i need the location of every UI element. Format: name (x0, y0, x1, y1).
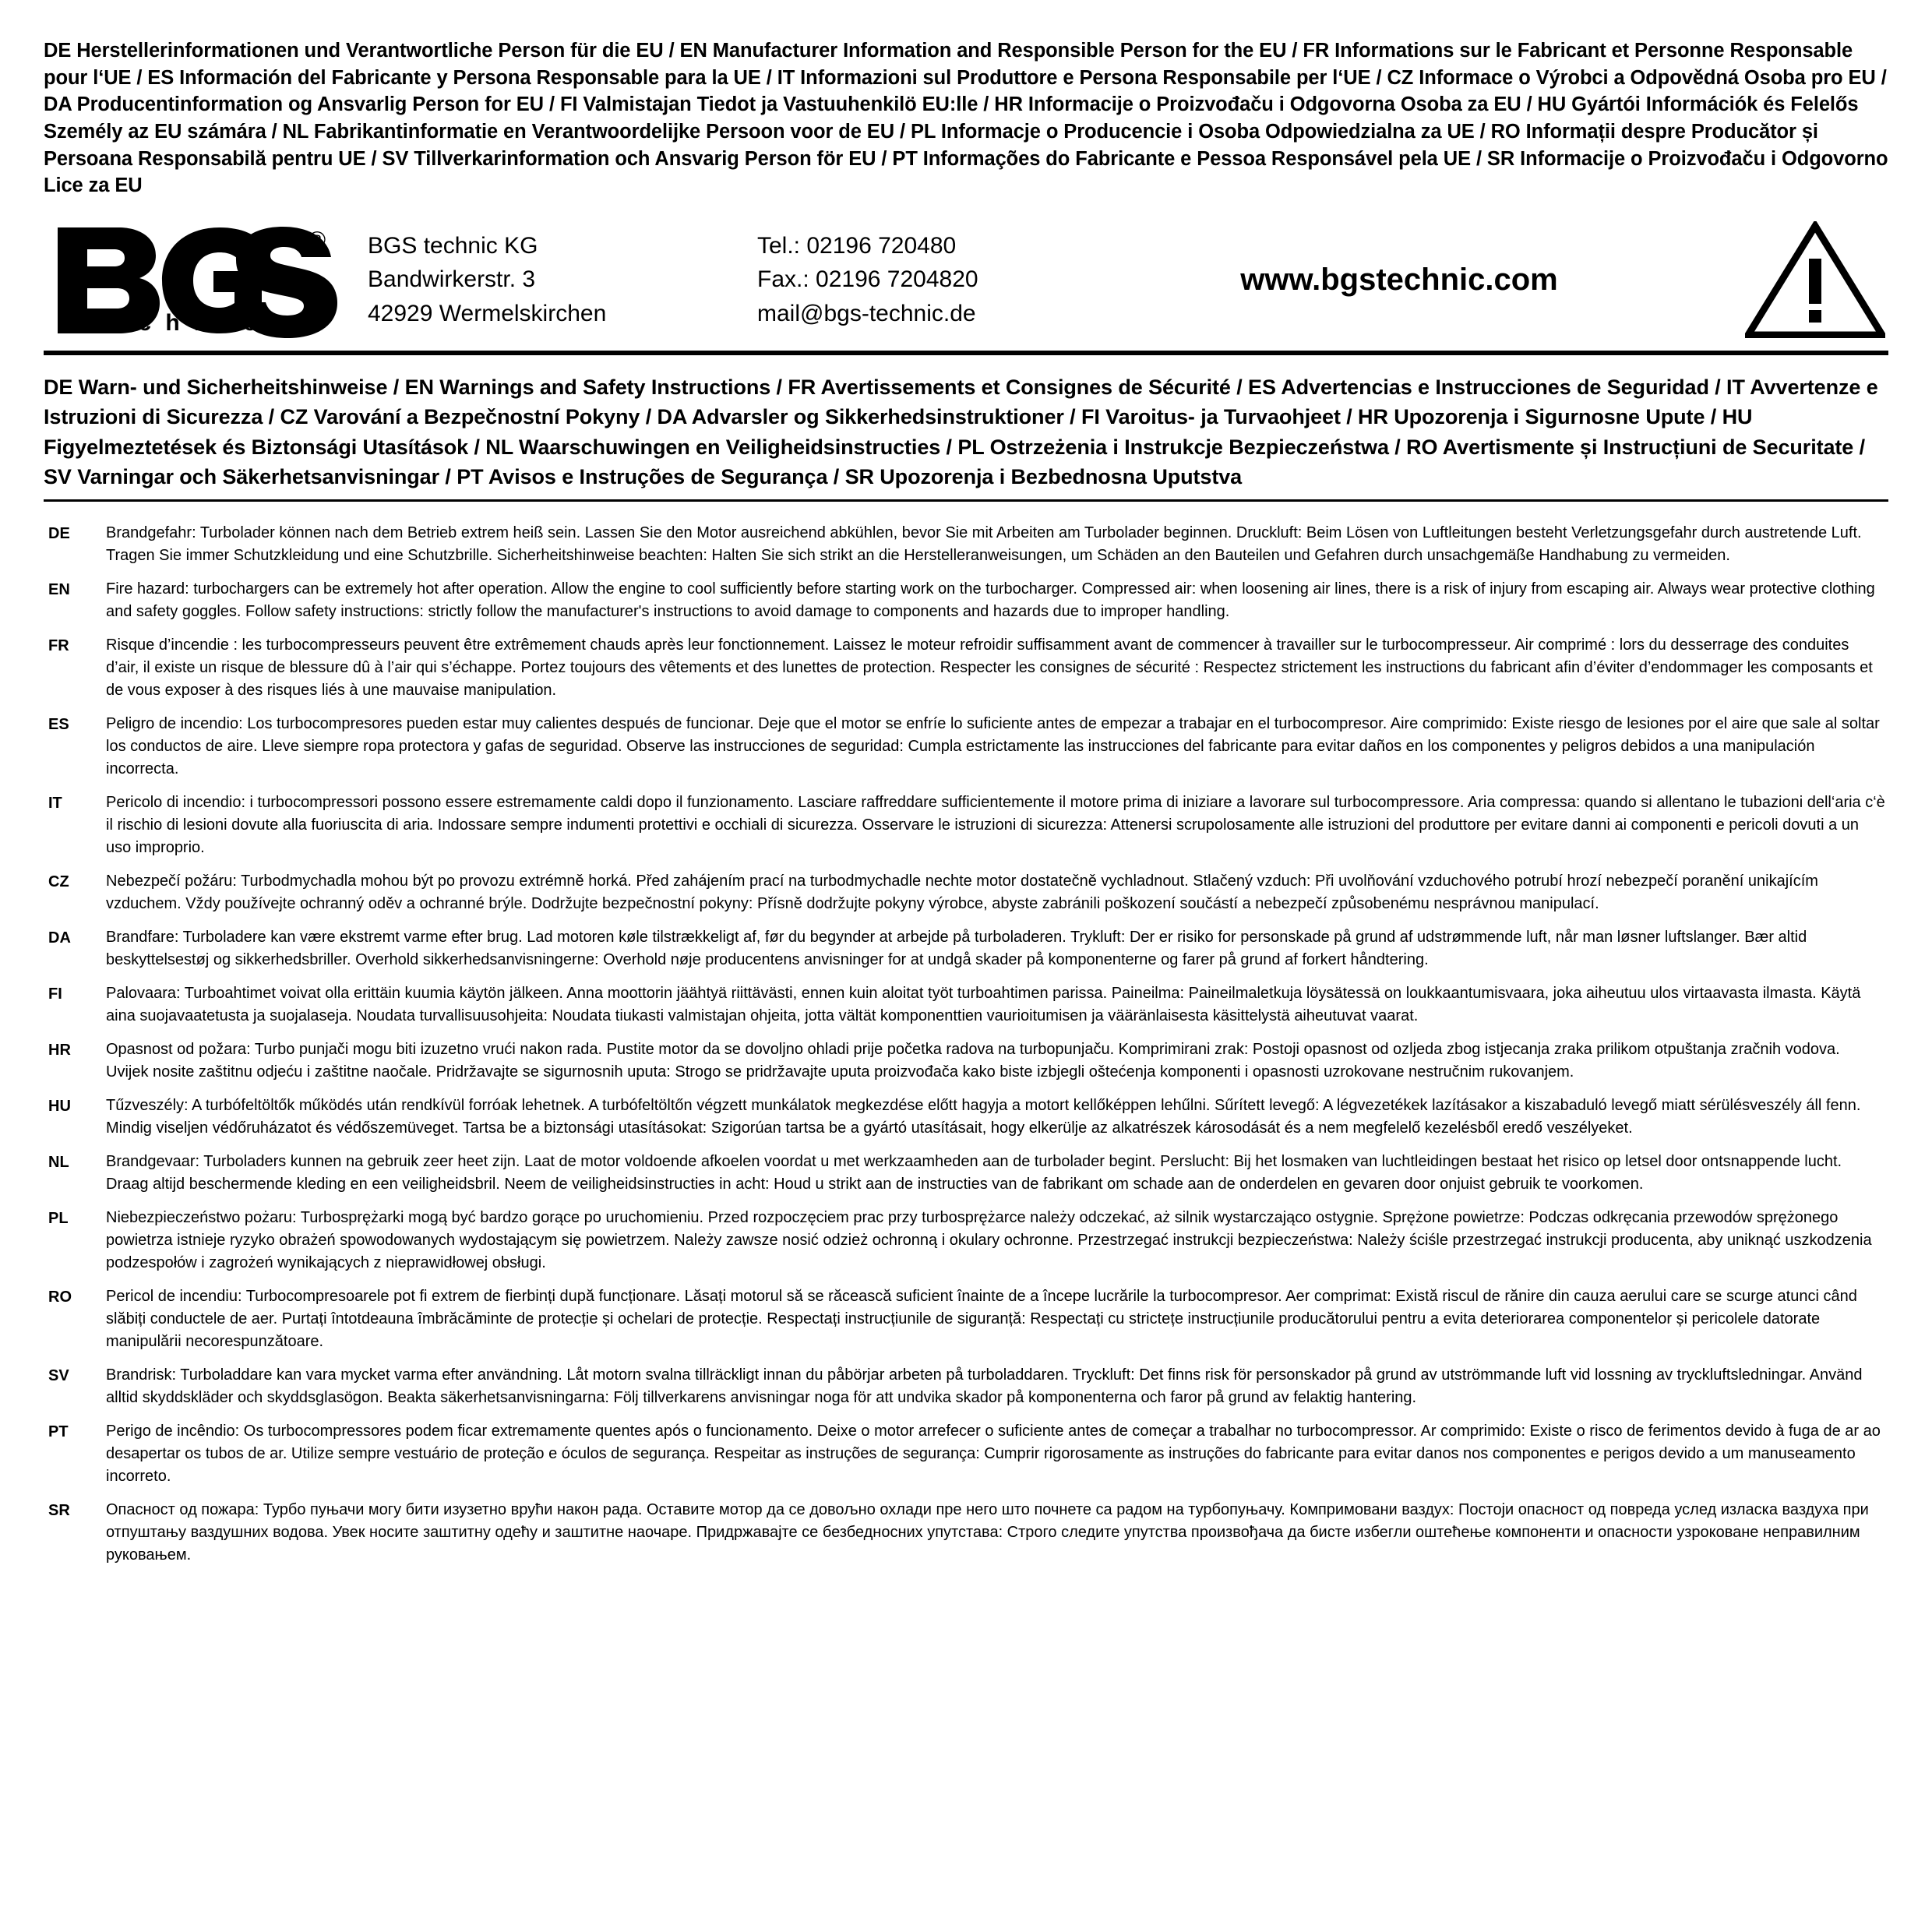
language-text: Pericolo di incendio: i turbocompressori possono essere estremamente caldi dopo il funzionamento. Lasciare raffreddare sufficientemente il motore prima di iniziare a lavorare sul turbocompressore. Aria compressa: quando si allentano le tubazioni dell‘aria c‘è il rischio di lesioni dovute alla fuoriuscita di aria. Indossare sempre indumenti protettivi e occhiali di sicurezza. Osservare le istruzioni di sicurezza: Attenersi scrupolosamente alle istruzioni del produttore per evitare danni ai componenti e pericoli dovuti a un uso improprio. (106, 794, 1885, 857)
language-text: Brandgefahr: Turbolader können nach dem Betrieb extrem heiß sein. Lassen Sie den Motor ausreichend abkühlen, bevor Sie mit Arbeiten am Turbolader beginnen. Druckluft: Beim Lösen von Luftleitungen besteht Verletzungsgefahr durch austretende Luft. Tragen Sie immer Schutzkleidung und eine Schutzbrille. Sicherheitshinweise beachten: Halten Sie sich strikt an die Herstelleranweisungen, um Schäden an den Bauteilen und Gefahren durch unsachgemäße Handhabung zu vermeiden. (106, 524, 1862, 565)
language-code: SR (48, 1502, 70, 1520)
language-text: Brandfare: Turboladere kan være ekstremt varme efter brug. Lad motoren køle tilstrækkeligt af, før du begynder at arbejde på turboladeren. Trykluft: Der er risiko for personskade på grund af udstrømmende luft, når man løsner luftslanger. Bær altid beskyttelsestøj og sikkerhedsbriller. Overhold sikkerhedsanvisningerne: Overhold nøje producentens anvisninger for at undgå skader på komponenterne og farer på grund af forkert håndtering. (106, 929, 1807, 969)
language-text: Opasnost od požara: Turbo punjači mogu biti izuzetno vrući nakon rada. Pustite motor da se dovoljno ohladi prije početka radova na turbopunjaču. Komprimirani zrak: Postoji opasnost od ozljeda zbog istjecanja zraka prilikom otpuštanja zračnih vodova. Uvijek nosite zaštitnu odjeću i zaštitne naočale. Pridržavajte se sigurnosnih uputa: Strogo se pridržavajte uputa proizvođača kako biste izbjegli oštećenja komponenti i opasnosti uzrokovane nestručnim rukovanjem. (106, 1041, 1840, 1081)
safety-instructions-list (44, 522, 1888, 1567)
svg-text:t e c h n i c: t e c h n i c (89, 310, 261, 337)
language-code: FI (48, 985, 62, 1003)
list-item (48, 791, 1885, 859)
list-item (48, 870, 1885, 915)
list-item (48, 578, 1885, 623)
contact-mail[interactable]: mail@bgs-technic.de (757, 300, 976, 326)
website-link[interactable]: www.bgstechnic.com (1240, 262, 1558, 297)
language-code: DE (48, 525, 70, 543)
language-text: Pericol de incendiu: Turbocompresoarele pot fi extrem de fierbinți după funcționare. Lăsați motorul să se răcească suficient înainte de a începe lucrările la turbocompresor. Aer comprimat: Există riscul de rănire din cauza aerului care se scurge atunci când slăbiți conductele de aer. Purtați întotdeauna îmbrăcăminte de protecție și ochelari de protecție. Respectați instrucțiunile de siguranță: Respectați cu strictețe instrucțiunile producătorului pentru a evita deteriorarea componentelor și pericolele datorate manipulării necorespunzătoare. (106, 1288, 1857, 1351)
company-street: Bandwirkerstr. 3 (368, 266, 536, 293)
language-code: HU (48, 1098, 71, 1116)
company-city: 42929 Wermelskirchen (368, 300, 607, 326)
language-text: Peligro de incendio: Los turbocompresores pueden estar muy calientes después de funcionar. Deje que el motor se enfríe lo suficiente antes de empezar a trabajar en el turbocompresor. Aire comprimido: Existe riesgo de lesiones por el aire que sale al soltar los conductos de aire. Lleve siempre ropa protectora y gafas de seguridad. Observe las instrucciones de seguridad: Cumpla estrictamente las instrucciones del fabricante para evitar daños en los componentes y peligros debidos a una manipulación incorrecta. (106, 715, 1880, 778)
company-name: BGS technic KG (368, 232, 538, 259)
warnings-section-title: DE Warn- und Sicherheitshinweise / EN Warnings and Safety Instructions / FR Avertissements et Consignes de Sécurité / ES Advertencias e Instrucciones de Seguridad / IT Avvertenze e Istruzioni di Sicurezza / CZ Varování a Bezpečnostní Pokyny / DA Advarsler og Sikkerhedsinstruktioner / FI Varoitus- ja Turvaohjeet / HR Upozorenja i Sigurnosne Upute / HU Figyelmeztetések és Biztonsági Utasítások / NL Waarschuwingen en Veiligheidsinstructies / PL Ostrzeżenia i Instrukcje Bezpieczeństwa / RO Avertismente și Instrucțiuni de Securitate / SV Varningar och Säkerhetsanvisningar / PT Avisos e Instruções de Segurança / SR Upozorenja i Bezbednosna Uputstva (44, 355, 1888, 502)
language-text: Perigo de incêndio: Os turbocompressores podem ficar extremamente quentes após o funcionamento. Deixe o motor arrefecer o suficiente antes de começar a trabalhar no turbocompressor. Ar comprimido: Existe o risco de ferimentos devido à fuga de ar ao desapertar os tubos de ar. Utilize sempre vestuário de proteção e óculos de segurança. Respeitar as instruções de segurança: Cumprir rigorosamente as instruções do fabricante para evitar danos nos componentes e perigos devido a um manuseamento incorreto. (106, 1423, 1881, 1486)
document-heading: DE Herstellerinformationen und Verantwortliche Person für die EU / EN Manufacturer Information and Responsible Person for the EU / FR Informations sur le Fabricant et Personne Responsable pour l‘UE / ES Información del Fabricante y Persona Responsable para la UE / IT Informazioni sul Produttore e Persona Responsabile per l‘UE / CZ Informace o Výrobci a Odpovědná Osoba pro EU / DA Producentinformation og Ansvarlig Person for EU / FI Valmistajan Tiedot ja Vastuuhenkilö EU:lle / HR Informacije o Proizvođaču i Odgovorna Osoba za EU / HU Gyártói Információk és Felelős Személy az EU számára / NL Fabrikantinformatie en Verantwoordelijke Persoon voor de EU / PL Informacje o Producencie i Osoba Odpowiedzialna za UE / RO Informații despre Producător și Persoana Responsabilă pentru UE / SV Tillverkarinformation och Ansvarig Person för EU / PT Informações do Fabricante e Pessoa Responsável pela UE / SR Informacije o Proizvođaču i Odgovorno Lice za EU (44, 40, 1888, 197)
language-code: RO (48, 1289, 72, 1306)
language-text: Nebezpečí požáru: Turbodmychadla mohou být po provozu extrémně horká. Před zahájením prací na turbodmychadle nechte motor dostatečně vychladnout. Stlačený vzduch: Při uvolňování vzduchového potrubí hrozí nebezpečí poranění unikajícím vzduchem. Vždy používejte ochranný oděv a ochranné brýle. Dodržujte bezpečnostní pokyny: Přísně dodržujte pokyny výrobce, abyste zabránili poškození součástí a nebezpečí způsobenému nesprávnou manipulací. (106, 873, 1818, 913)
list-item (48, 1151, 1885, 1196)
language-text: Tűzveszély: A turbófeltöltők működés után rendkívül forróak lehetnek. A turbófeltöltőn végzett munkálatok megkezdése előtt hagyja a motort kellőképpen lehűlni. Sűrített levegő: A légvezetékek lazításakor a kiszabaduló levegő miatt sérülésveszély áll fenn. Mindig viseljen védőruházatot és védőszemüveget. Tartsa be a biztonsági utasításokat: Szigorúan tartsa be a gyártó utasításait, hogy elkerülje az alkatrészek károsodását és a nem megfelelő kezelésből eredő veszélyeket. (106, 1097, 1861, 1137)
list-item (48, 1364, 1885, 1409)
language-code: NL (48, 1154, 69, 1172)
manufacturer-contact (757, 229, 1100, 331)
language-text: Brandgevaar: Turboladers kunnen na gebruik zeer heet zijn. Laat de motor voldoende afkoelen voordat u met werkzaamheden aan de turbolader begint. Perslucht: Bij het losmaken van luchtleidingen bestaat het risico op letsel door ontsnappende lucht. Draag altijd beschermende kleding en een veiligheidsbril. Neem de veiligheidsinstructies in acht: Houd u strikt aan de instructies van de fabrikant om schade aan de onderdelen en gevaren door onjuist gebruik te voorkomen. (106, 1153, 1842, 1193)
list-item (48, 522, 1885, 567)
language-text: Niebezpieczeństwo pożaru: Turbosprężarki mogą być bardzo gorące po uruchomieniu. Przed rozpoczęciem prac przy turbosprężarce należy odczekać, aż silnik wystarczająco ostygnie. Sprężone powietrze: Podczas odkręcania przewodów sprężonego powietrza istnieje ryzyko obrażeń spowodowanych wydostającym się powietrzem. Należy zawsze nosić odzież ochronną i okulary ochronne. Przestrzegać instrukcji bezpieczeństwa: Należy ściśle przestrzegać instrukcji producenta, aby uniknąć uszkodzenia podzespołów i zagrożeń wynikających z nieprawidłowej obsługi. (106, 1209, 1872, 1272)
language-code: HR (48, 1042, 71, 1059)
language-code: ES (48, 716, 69, 734)
bgs-logo (44, 221, 363, 338)
language-code: IT (48, 795, 62, 813)
bgs-logo-icon (51, 221, 340, 338)
list-item (48, 1285, 1885, 1353)
manufacturer-address (363, 229, 757, 331)
warning-triangle-icon (1745, 221, 1885, 338)
language-text: Palovaara: Turboahtimet voivat olla erittäin kuumia käytön jälkeen. Anna moottorin jäähtyä riittävästi, ennen kuin aloitat työt turboahtimen parissa. Paineilma: Paineilmaletkuja löysätessä on loukkaantumisvaara, joka aiheutuu ulos virtaavasta ilmasta. Käytä aina suojavaatetusta ja suojalaseja. Noudata turvallisuusohjeita: Noudata tiukasti valmistajan ohjeita, jotta vältät komponenttien vaurioitumisen ja vääränlaisesta käsittelystä aiheutuvat vaarat. (106, 985, 1861, 1025)
language-code: DA (48, 929, 71, 947)
language-text: Опасност од пожара: Турбо пуњачи могу бити изузетно врући након рада. Оставите мотор да се довољно охлади пре него што почнете са радом на турбопуњачу. Компримовани ваздух: Постоји опасност од повреда услед изласка ваздуха при отпуштању ваздушних водова. Увек носите заштитну одећу и заштитне наочаре. Придржавајте се безбедносних упутстава: Строго следите упутства произвођача да бисте избегли оштећење компоненти и опасности узроковане неправилним руковањем. (106, 1501, 1869, 1564)
list-item (48, 982, 1885, 1028)
list-item (48, 634, 1885, 702)
language-code: EN (48, 581, 70, 599)
list-item (48, 1499, 1885, 1567)
list-item (48, 713, 1885, 781)
contact-fax: Fax.: 02196 7204820 (757, 266, 978, 293)
language-text: Brandrisk: Turboladdare kan vara mycket varma efter användning. Låt motorn svalna tillräckligt innan du påbörjar arbeten på turboladdaren. Tryckluft: Det finns risk för personskador på grund av utströmmande luft vid lossning av tryckluftsledningar. Använd alltid skyddskläder och skyddsglasögon. Beakta säkerhetsanvisningarna: Följ tillverkarens anvisningar noga för att undvika skador på komponenterna och faror på grund av felaktig hantering. (106, 1366, 1863, 1407)
language-text: Risque d’incendie : les turbocompresseurs peuvent être extrêmement chauds après leur fonctionnement. Laissez le moteur refroidir suffisamment avant de commencer à travailler sur le turbocompresseur. Air comprimé : lors du desserrage des conduites d’air, il existe un risque de blessure dû à l’air qui s’échappe. Portez toujours des vêtements et des lunettes de protection. Respecter les consignes de sécurité : Respectez strictement les instructions du fabricant afin d’éviter d’endommager les composants et de vous exposer à des risques liés à une mauvaise manipulation. (106, 636, 1873, 700)
list-item (48, 1207, 1885, 1274)
list-item (48, 926, 1885, 971)
manufacturer-block (44, 217, 1888, 355)
contact-tel: Tel.: 02196 720480 (757, 232, 957, 259)
list-item (48, 1420, 1885, 1488)
language-code: PT (48, 1423, 69, 1441)
warning-triangle (1729, 221, 1888, 338)
language-code: CZ (48, 873, 69, 891)
language-code: SV (48, 1367, 69, 1385)
list-item (48, 1095, 1885, 1140)
language-text: Fire hazard: turbochargers can be extremely hot after operation. Allow the engine to cool sufficiently before starting work on the turbocharger. Compressed air: when loosening air lines, there is a risk of injury from escaping air. Always wear protective clothing and safety goggles. Follow safety instructions: strictly follow the manufacturer's instructions to avoid damage to components and hazards due to improper handling. (106, 580, 1875, 621)
list-item (48, 1038, 1885, 1084)
language-code: PL (48, 1210, 69, 1228)
svg-text:®: ® (308, 227, 326, 254)
language-code: FR (48, 637, 69, 655)
